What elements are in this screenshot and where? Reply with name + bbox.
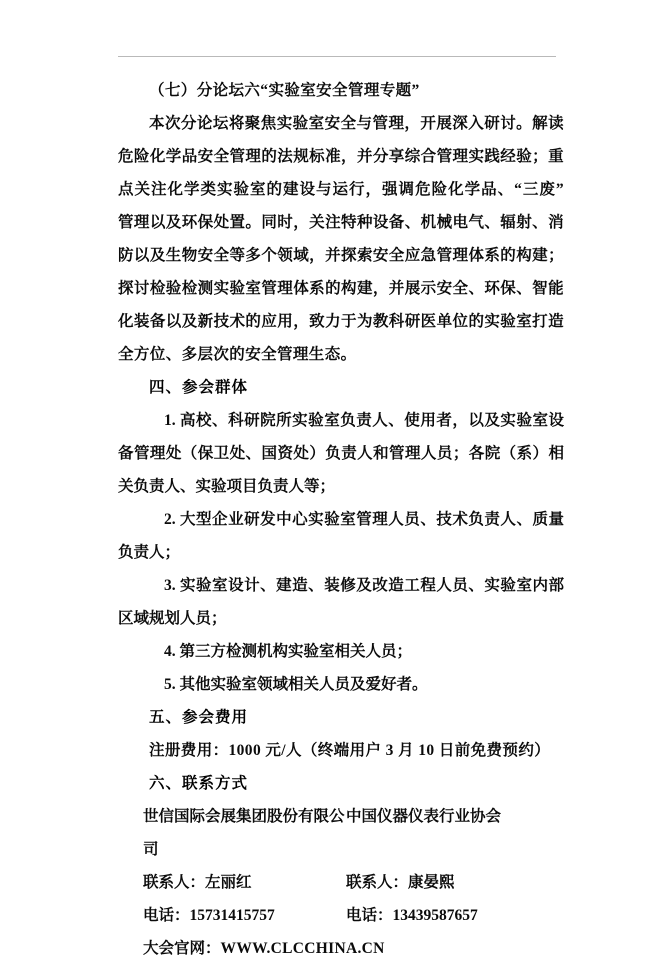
website-url[interactable]: WWW.CLCCHINA.CN [220, 940, 385, 957]
contact-row-phones [118, 899, 564, 932]
section-title: （七）分论坛六“实验室安全管理专题” [149, 82, 420, 99]
contact-row-persons [118, 866, 564, 899]
list-item: 3. 实验室设计、建造、装修及改造工程人员、实验室内部区域规划人员； [118, 577, 564, 627]
contact-phone-right: 电话：13439587657 [346, 907, 478, 924]
fee-text: 注册费用：1000 元/人（终端用户 3 月 10 日前免费预约） [149, 742, 551, 759]
list-item: 2. 大型企业研发中心实验室管理人员、技术负责人、质量负责人； [118, 511, 564, 561]
website-label: 大会官网： [143, 940, 221, 957]
contact-block [118, 800, 564, 965]
contact-row-organizations [118, 800, 564, 866]
heading-five: 五、参会费用 [149, 709, 249, 726]
list-item: 5. 其他实验室领域相关人员及爱好者。 [164, 676, 428, 693]
organization-left: 世信国际会展集团股份有限公司 [143, 808, 345, 858]
organization-right: 中国仪器仪表行业协会 [346, 808, 502, 825]
section-body-paragraph: 本次分论坛将聚焦实验室安全与管理，开展深入研讨。解读危险化学品安全管理的法规标准，并分享综合管理实践经验；重点关注化学类实验室的建设与运行，强调危险化学品、“三废” 管理以及环保处置。同时，关注特种设备、机械电气、辐射、消防以及生物安全等多个领域，并探索安全应急管理体系的构建；探讨检验检测实验室管理体系的构建，并展示安全、环保、智能化装备以及新技术的应用，致力于为教科研医单位的实验室打造全方位、多层次的安全管理生态。 [118, 115, 564, 363]
document-body [118, 74, 564, 965]
heading-six: 六、联系方式 [149, 775, 249, 792]
contact-person-left: 联系人：左丽红 [143, 874, 252, 891]
contact-person-right: 联系人：康晏熙 [346, 874, 455, 891]
list-item: 1. 高校、科研院所实验室负责人、使用者，以及实验室设备管理处（保卫处、国资处）负责人和管理人员；各院（系）相关负责人、实验项目负责人等； [118, 412, 564, 495]
contact-row-website [118, 932, 564, 965]
contact-phone-left: 电话：15731415757 [143, 907, 275, 924]
heading-four: 四、参会群体 [149, 379, 249, 396]
header-divider [118, 56, 556, 57]
list-item: 4. 第三方检测机构实验室相关人员； [164, 643, 413, 660]
